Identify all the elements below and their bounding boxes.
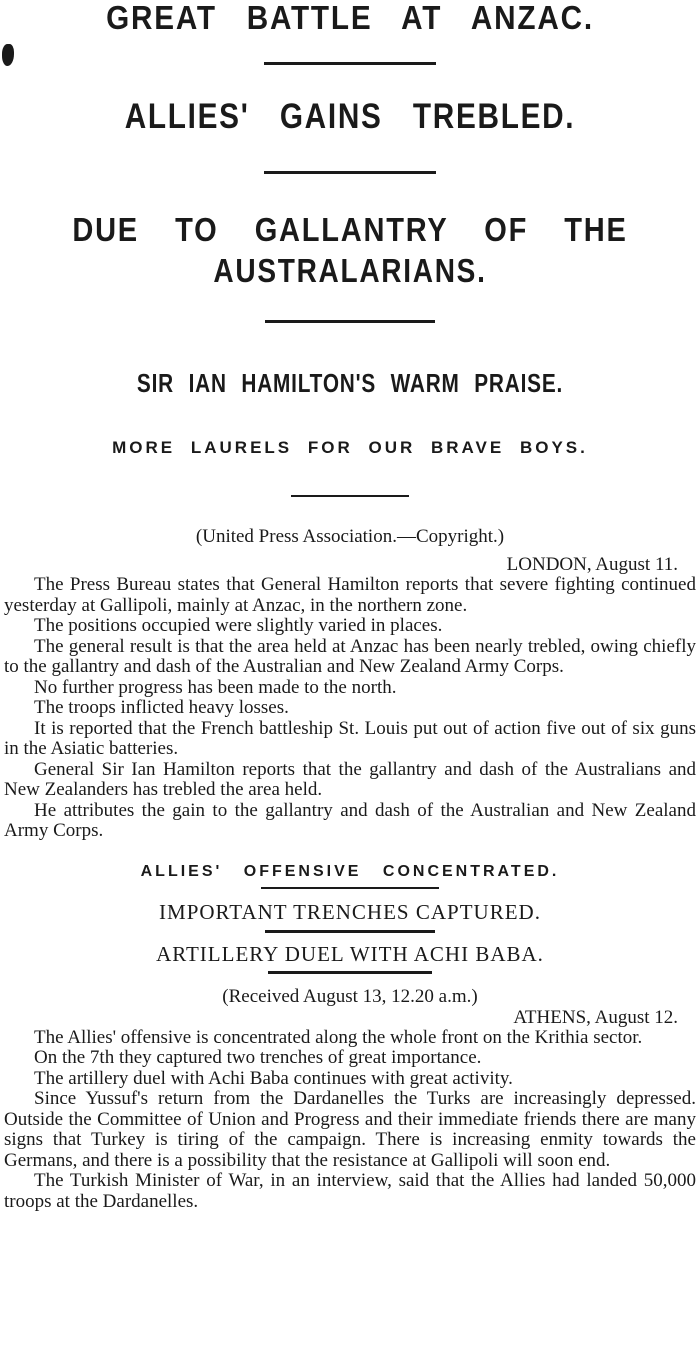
headline-offensive: ALLIES' OFFENSIVE CONCENTRATED. <box>140 862 560 880</box>
headline-laurels: MORE LAURELS FOR OUR BRAVE BOYS. <box>112 438 588 457</box>
paragraph: The Turkish Minister of War, in an interview, said that the Allies had landed 50,000 troops at the Dardanelles. <box>4 1170 696 1212</box>
divider-rule <box>268 971 432 974</box>
subhead-artillery: ARTILLERY DUEL WITH ACHI BABA. <box>156 941 544 966</box>
paragraph: General Sir Ian Hamilton reports that the gallantry and dash of the Australians and New Zealanders has trebled the area held. <box>4 758 696 800</box>
paragraph: The positions occupied were slightly varied in places. <box>34 615 443 636</box>
report-body-london <box>0 575 700 842</box>
subhead-trenches: IMPORTANT TRENCHES CAPTURED. <box>159 899 541 924</box>
headline-gallantry-line1: DUE TO GALLANTRY OF THE <box>72 211 628 248</box>
divider-rule <box>265 930 435 933</box>
headline-praise: SIR IAN HAMILTON'S WARM PRAISE. <box>136 368 564 398</box>
paragraph: Since Yussuf's return from the Dardanelles the Turks are increasingly depressed. Outside the Committee of Union and Progress and their immediate friends there are many signs that Turkey is tiring of the campaign. There is increasing enmity towards the Germans, and there is a possibility that the resistance at Gallipoli will soon end. <box>4 1088 696 1171</box>
paragraph: No further progress has been made to the north. <box>34 676 397 698</box>
divider-rule <box>265 320 435 323</box>
paragraph: The Press Bureau states that General Hamilton reports that severe fighting continued yesterday at Gallipoli, mainly at Anzac, in the northern zone. <box>4 574 696 616</box>
paragraph: The general result is that the area held at Anzac has been nearly trebled, owing chiefly to the gallantry and dash of the Australian and New Zealand Army Corps. <box>4 635 696 677</box>
headline-gallantry-line2: AUSTRALARIANS. <box>213 252 487 289</box>
received-note: (Received August 13, 12.20 a.m.) <box>222 985 478 1007</box>
divider-rule <box>261 887 439 889</box>
divider-rule <box>291 495 409 497</box>
paragraph: The Allies' offensive is concentrated along the whole front on the Krithia sector. <box>34 1026 643 1048</box>
paragraph: It is reported that the French battleship St. Louis put out of action five out of six guns in the Asiatic batteries. <box>4 717 696 759</box>
ink-speck <box>2 44 14 66</box>
divider-rule <box>264 171 436 174</box>
dateline-london: LONDON, August 11. <box>506 554 678 575</box>
headline-gains: ALLIES' GAINS TREBLED. <box>124 97 576 136</box>
press-credit: (United Press Association.—Copyright.) <box>195 526 505 547</box>
report-body-athens <box>0 1028 700 1213</box>
paragraph: The troops inflicted heavy losses. <box>34 697 289 718</box>
paragraph: The artillery duel with Achi Baba continues with great activity. <box>34 1067 513 1089</box>
paragraph: He attributes the gain to the gallantry and dash of the Australian and New Zealand Army Corps. <box>4 799 696 841</box>
divider-rule <box>264 62 436 65</box>
paragraph: On the 7th they captured two trenches of great importance. <box>34 1047 482 1068</box>
headline-main: GREAT BATTLE AT ANZAC. <box>106 0 594 36</box>
dateline-athens: ATHENS, August 12. <box>513 1006 678 1028</box>
